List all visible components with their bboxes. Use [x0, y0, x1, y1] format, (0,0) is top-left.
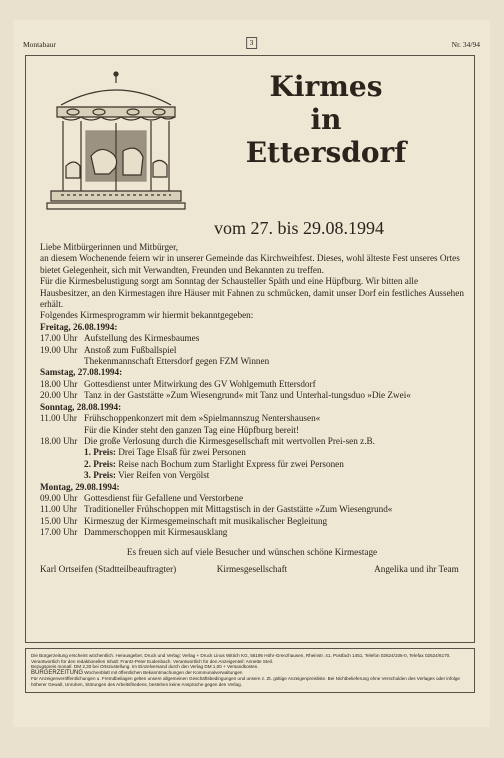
intro-paragraph-3: Folgendes Kirmesprogramm wir hiermit bekanntgegeben: [40, 310, 254, 321]
program-time: 11.00 Uhr [40, 504, 77, 515]
program-desc: Gottesdienst unter Mitwirkung des GV Wohlgemuth Ettersdorf [84, 378, 316, 389]
program-row [40, 345, 464, 356]
signature-angelika: Angelika und ihr Team [374, 563, 459, 574]
newspaper-page [13, 20, 490, 727]
imprint-subtitle: Wochenblatt mit öffentlichen Bekanntmachungen der Kommunalverwaltungen [84, 669, 243, 675]
imprint-line-4: Für Anzeigenveröffentlichungen u. Fremdbeilagen gelten unsere allgemeinen Geschäftsbedingungen und unsere z. Zt. gültige Anzeigenpreisliste. Bei Nichtbelieferung ohne Verschulden des Verlages oder infolge höherer Gewalt, Unruhen, Störungen des Arbeitsfriedens, bestehen keine Ansprüche gegen den Verlag. [31, 676, 460, 687]
event-dates: vom 27. bis 29.08.1994 [214, 218, 385, 238]
title-line-2: in [310, 103, 342, 136]
closing-line: Es freuen sich auf viele Besucher und wünschen schöne Kirmestage [126, 546, 378, 557]
imprint-line-2: Bezugspreis monatl. DM 2,30 bei Ortszustellung. Im Einzelversand durch den Verlag DM 1,00 + Versandkosten. [31, 664, 259, 670]
program-row [40, 493, 464, 504]
title-line-3: Ettersdorf [245, 136, 407, 169]
prize-text: Vier Reifen von Vergölst [118, 470, 210, 481]
salutation: Liebe Mitbürgerinnen und Mitbürger, [40, 242, 179, 252]
program-time: 20.00 Uhr [40, 390, 78, 401]
program-row [40, 379, 464, 390]
imprint-paper-title: BÜRGERZEITUNG [31, 669, 84, 676]
signatures [40, 564, 464, 575]
program-desc-continued: Für die Kinder steht den ganzen Tag eine Hüpfburg bereit! [84, 424, 300, 435]
program-desc: Gottesdienst für Gefallene und Verstorbene [84, 492, 244, 503]
imprint-footer [25, 648, 475, 693]
program-row [40, 333, 464, 344]
article-box [25, 55, 475, 643]
program-time: 17.00 Uhr [40, 333, 78, 344]
header-page-number: 3 [246, 37, 258, 49]
carousel-illustration [41, 71, 191, 216]
prize-text: Reise nach Bochum zum Starlight Express für zwei Personen [118, 458, 344, 469]
program-desc: Aufstellung des Kirmesbaumes [84, 333, 200, 344]
imprint-line-1: Die Bürgerzeitung erscheint wöchentlich. Herausgeber, Druck und Verlag: Verlag + Druck Linus Wittich KG, 56195 Höhr-Grenzhausen, Rheinstr. 41, Postfach 1451, Telefon 02624/106-0, Telefax 02624/6170. Verantwortlich für den redaktionellen Inhalt: Frantz-Peter Eudenbach. Verantwortlich für den Anzeigenteil: Annette Steil. [31, 653, 451, 664]
program-row [40, 390, 464, 401]
program-desc: Kirmeszug der Kirmesgemeinschaft mit musikalischer Begleitung [84, 515, 328, 526]
program-time: 11.00 Uhr [40, 413, 77, 424]
day-heading-friday: Freitag, 26.08.1994: [40, 321, 118, 332]
program-desc-continued: Thekenmannschaft Ettersdorf gegen FZM Winnen [84, 356, 270, 367]
day-heading-sunday: Sonntag, 28.08.1994: [40, 401, 122, 412]
program-desc: Tanz in der Gaststätte »Zum Wiesengrund« mit Tanz und Unterhal-tungsduo »Die Zwei« [84, 390, 411, 401]
article-body [40, 242, 464, 575]
article-title [226, 70, 426, 169]
program-desc: Anstoß zum Fußballspiel [84, 344, 177, 355]
program-row [40, 436, 464, 447]
program-desc: Traditioneller Frühschoppen mit Mittagstisch in der Gaststätte »Zum Wiesengrund« [84, 504, 393, 515]
program-row [40, 504, 464, 515]
program-time: 09.00 Uhr [40, 492, 78, 503]
title-line-1: Kirmes [269, 70, 383, 103]
program-desc: Frühschoppenkonzert mit dem »Spielmannszug Nentershausen« [84, 413, 321, 424]
day-heading-saturday: Samstag, 27.08.1994: [40, 367, 123, 378]
prize-label: 2. Preis: [84, 458, 116, 469]
signature-kirmesgesellschaft: Kirmesgesellschaft [216, 563, 288, 574]
prize-row [40, 470, 464, 481]
prize-row [40, 459, 464, 470]
program-desc: Die große Verlosung durch die Kirmesgesellschaft mit wertvollen Prei-sen z.B. [84, 435, 375, 446]
program-time: 17.00 Uhr [40, 527, 78, 538]
header-issue-number: Nr. 34/94 [451, 40, 480, 49]
signature-karl-ortseifen: Karl Ortseifen (Stadtteilbeauftragter) [40, 563, 177, 574]
program-row [40, 527, 464, 538]
intro-paragraph-2: Für die Kirmesbelustigung sorgt am Sonntag der Schausteller Späth und eine Hüpfburg. Wir bitten alle Hausbesitzer, an den Kirmestagen ihre Häuser mit Fahnen zu schmücken, damit unser Dorf ein festliches Aussehen erhält. [40, 276, 464, 310]
program-time: 18.00 Uhr [40, 378, 78, 389]
program-desc: Dammerschoppen mit Kirmesausklang [84, 527, 228, 538]
program-row [40, 516, 464, 527]
prize-row [40, 447, 464, 458]
prize-text: Drei Tage Elsaß für zwei Personen [118, 447, 246, 458]
prize-label: 1. Preis: [84, 447, 116, 458]
program-time: 19.00 Uhr [40, 344, 78, 355]
program-time: 15.00 Uhr [40, 515, 78, 526]
header-town: Montabaur [23, 40, 56, 49]
program-row [40, 413, 464, 424]
program-time: 18.00 Uhr [40, 435, 78, 446]
imprint-line-3 [31, 670, 469, 677]
day-heading-monday: Montag, 29.08.1994: [40, 481, 120, 492]
intro-paragraph-1: an diesem Wochenende feiern wir in unserer Gemeinde das Kirchweihfest. Dieses, wohl älteste Fest unseres Ortes bietet Gelegenheit, sich mit Verwandten, Freunden und Bekannten zu treffen. [40, 253, 460, 275]
prize-label: 3. Preis: [84, 470, 116, 481]
